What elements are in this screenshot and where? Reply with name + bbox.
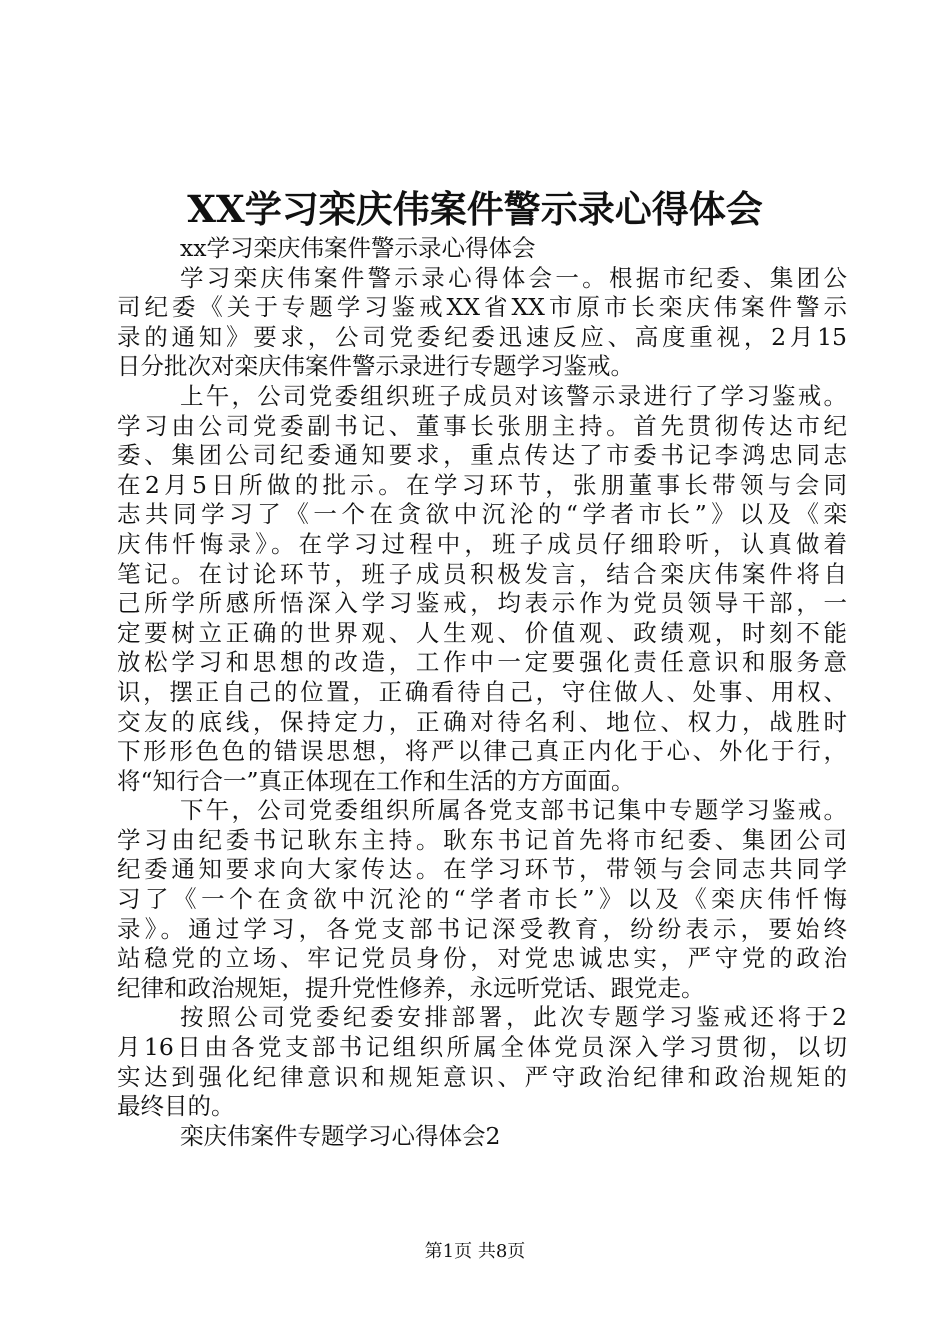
text-line: 下形形色色的错误思想，将严以律己真正内化于心、外化于行，	[117, 737, 847, 766]
text-line: 纪委通知要求向大家传达。在学习环节，带领与会同志共同学	[117, 855, 847, 884]
text-line: 最终目的。	[117, 1092, 235, 1121]
text-line: 司纪委《关于专题学习鉴戒XX省XX市原市长栾庆伟案件警示	[117, 293, 847, 322]
text-line: 学习栾庆伟案件警示录心得体会一。根据市纪委、集团公	[180, 263, 847, 292]
text-line: 录》。通过学习，各党支部书记深受教育，纷纷表示，要始终	[117, 914, 847, 943]
text-line: 下午，公司党委组织所属各党支部书记集中专题学习鉴戒。	[180, 796, 847, 825]
text-line: 纪律和政治规矩，提升党性修养，永远听党话、跟党走。	[117, 973, 705, 1002]
text-line: 定要树立正确的世界观、人生观、价值观、政绩观，时刻不能	[117, 618, 847, 647]
page-number-footer: 第1页 共8页	[424, 1241, 526, 1262]
text-line: 月16日由各党支部书记组织所属全体党员深入学习贯彻，以切	[117, 1033, 847, 1062]
text-line: 按照公司党委纪委安排部署，此次专题学习鉴戒还将于2	[180, 1003, 847, 1032]
text-line: 习了《一个在贪欲中沉沦的“学者市长”》以及《栾庆伟忏悔	[117, 885, 847, 914]
document-body	[117, 234, 847, 1151]
text-line: 日分批次对栾庆伟案件警示录进行专题学习鉴戒。	[117, 352, 634, 381]
text-line: xx学习栾庆伟案件警示录心得体会	[180, 234, 536, 262]
text-line: 识，摆正自己的位置，正确看待自己，守住做人、处事、用权、	[117, 677, 847, 706]
text-line: 栾庆伟案件专题学习心得体会2	[180, 1121, 501, 1150]
text-line: 实达到强化纪律意识和规矩意识、严守政治纪律和政治规矩的	[117, 1062, 847, 1091]
text-line: 学习由公司党委副书记、董事长张朋主持。首先贯彻传达市纪	[117, 411, 847, 440]
text-line: 放松学习和思想的改造，工作中一定要强化责任意识和服务意	[117, 648, 847, 677]
text-line: 学习由纪委书记耿东主持。耿东书记首先将市纪委、集团公司	[117, 825, 847, 854]
text-line: 笔记。在讨论环节，班子成员积极发言，结合栾庆伟案件将自	[117, 559, 847, 588]
text-line: 在2月5日所做的批示。在学习环节，张朋董事长带领与会同	[117, 470, 847, 499]
document-title: XX学习栾庆伟案件警示录心得体会	[187, 187, 763, 231]
text-line: 交友的底线，保持定力，正确对待名利、地位、权力，战胜时	[117, 707, 847, 736]
text-line: 志共同学习了《一个在贪欲中沉沦的“学者市长”》以及《栾	[117, 500, 847, 529]
text-line: 上午，公司党委组织班子成员对该警示录进行了学习鉴戒。	[180, 381, 847, 410]
text-line: 将“知行合一”真正体现在工作和生活的方方面面。	[117, 766, 635, 795]
text-line: 己所学所感所悟深入学习鉴戒，均表示作为党员领导干部，一	[117, 589, 847, 618]
text-line: 庆伟忏悔录》。在学习过程中，班子成员仔细聆听，认真做着	[117, 529, 847, 558]
text-line: 录的通知》要求，公司党委纪委迅速反应、高度重视，2月15	[117, 322, 847, 351]
text-line: 站稳党的立场、牢记党员身份，对党忠诚忠实，严守党的政治	[117, 944, 847, 973]
text-line: 委、集团公司纪委通知要求，重点传达了市委书记李鸿忠同志	[117, 441, 847, 470]
